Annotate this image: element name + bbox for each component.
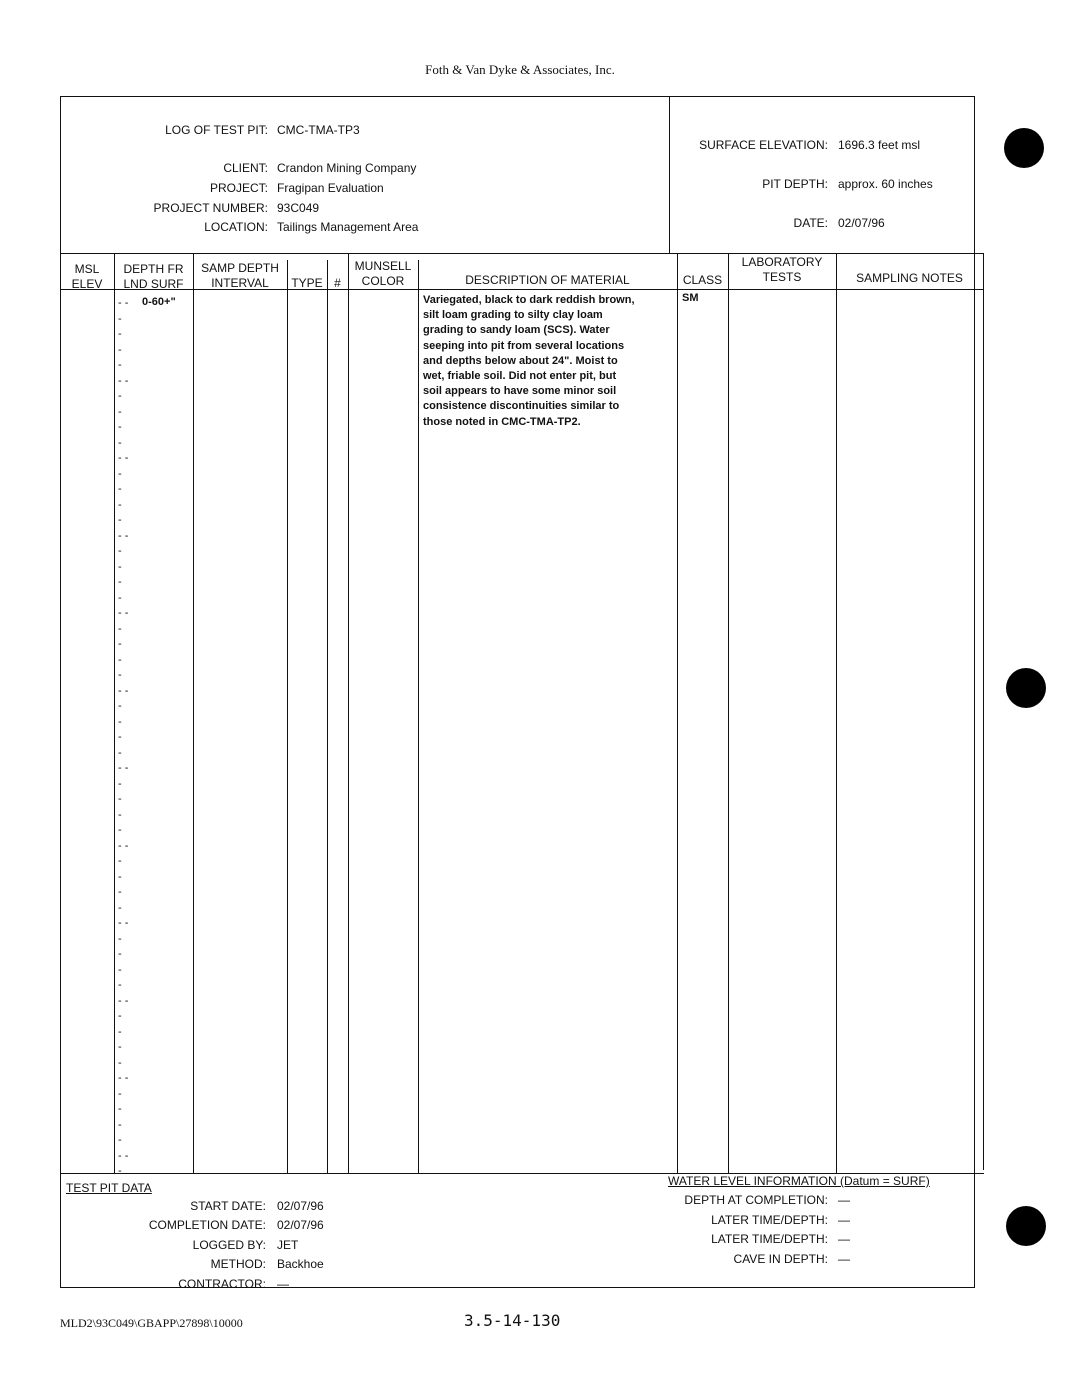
logged-by-value: JET bbox=[277, 1238, 299, 1252]
depth-tick: - bbox=[118, 808, 122, 821]
depth-tick: - bbox=[118, 421, 122, 433]
depth-tick: - bbox=[118, 979, 122, 991]
depth-tick: - bbox=[118, 1056, 122, 1069]
project-label: PROJECT: bbox=[209, 181, 268, 195]
project-value: Fragipan Evaluation bbox=[277, 181, 384, 195]
depth-tick: - bbox=[118, 638, 122, 650]
col-divider bbox=[114, 253, 115, 1173]
depth-tick: - bbox=[118, 793, 122, 805]
page-number: 3.5-14-130 bbox=[464, 1311, 561, 1330]
depth-tick: - bbox=[118, 1134, 122, 1146]
location-label: LOCATION: bbox=[204, 220, 268, 234]
col-header-class: CLASS bbox=[682, 273, 723, 287]
col-divider bbox=[728, 253, 729, 1173]
depth-tick: - bbox=[118, 731, 122, 743]
col-header-number: # bbox=[334, 276, 341, 290]
depth-tick: - - bbox=[118, 684, 129, 697]
depth-tick: - bbox=[118, 777, 122, 790]
depth-tick: - bbox=[118, 901, 122, 914]
description-line: consistence discontinuities similar to bbox=[423, 400, 620, 413]
client-label: CLIENT: bbox=[223, 161, 268, 175]
depth-tick: - bbox=[118, 560, 122, 573]
depth-at-completion-label: DEPTH AT COMPLETION: bbox=[684, 1193, 828, 1207]
surface-elevation-label: SURFACE ELEVATION: bbox=[699, 138, 828, 152]
col-divider bbox=[836, 253, 837, 1173]
water-level-title: WATER LEVEL INFORMATION (Datum = SURF) bbox=[668, 1174, 930, 1188]
soil-class: SM bbox=[682, 292, 699, 304]
depth-tick: - bbox=[118, 498, 122, 511]
table-right-edge bbox=[983, 253, 984, 1170]
depth-tick: - bbox=[118, 948, 122, 960]
depth-tick: - bbox=[118, 1087, 122, 1100]
start-date-value: 02/07/96 bbox=[277, 1199, 324, 1213]
description-line: grading to sandy loam (SCS). Water bbox=[423, 324, 610, 337]
depth-tick: - - bbox=[118, 1149, 129, 1162]
depth-tick: - bbox=[118, 467, 122, 480]
table-top-line bbox=[60, 253, 984, 254]
depth-tick: - bbox=[118, 1103, 122, 1115]
date-value: 02/07/96 bbox=[838, 216, 885, 230]
later-time-depth-label: LATER TIME/DEPTH: bbox=[711, 1213, 828, 1227]
depth-tick: - bbox=[118, 359, 122, 371]
cave-in-depth-label: CAVE IN DEPTH: bbox=[733, 1252, 828, 1266]
material-description bbox=[423, 293, 675, 430]
description-line: those noted in CMC-TMA-TP2. bbox=[423, 415, 581, 428]
col-divider bbox=[348, 253, 349, 1173]
col-divider bbox=[327, 260, 328, 1173]
col-header-type: TYPE bbox=[291, 276, 323, 290]
col-header-samp-depth: SAMP DEPTH INTERVAL bbox=[201, 261, 279, 290]
depth-tick: - - bbox=[118, 607, 129, 619]
pit-depth-label: PIT DEPTH: bbox=[762, 177, 828, 191]
depth-tick: - - bbox=[118, 917, 129, 929]
start-date-label: START DATE: bbox=[190, 1199, 266, 1213]
depth-tick: - bbox=[118, 591, 122, 604]
description-line: wet, friable soil. Did not enter pit, but bbox=[423, 370, 617, 383]
depth-tick: - - bbox=[118, 839, 129, 852]
test-pit-label: LOG OF TEST PIT: bbox=[165, 123, 268, 137]
col-header-lab-tests: LABORATORY TESTS bbox=[741, 255, 823, 284]
depth-range: 0-60+" bbox=[142, 296, 176, 308]
depth-tick: - bbox=[118, 622, 122, 635]
col-header-description: DESCRIPTION OF MATERIAL bbox=[465, 273, 630, 287]
depth-tick: - bbox=[118, 1165, 122, 1177]
surface-elevation-value: 1696.3 feet msl bbox=[838, 138, 921, 152]
depth-tick: - bbox=[118, 932, 122, 945]
col-header-sampling-notes: SAMPLING NOTES bbox=[856, 271, 963, 285]
contractor-label: CONTRACTOR: bbox=[178, 1277, 266, 1291]
depth-tick: - bbox=[118, 1010, 122, 1022]
depth-tick: - bbox=[118, 343, 122, 356]
col-divider bbox=[287, 260, 288, 1173]
depth-tick: - bbox=[118, 1118, 122, 1131]
col-header-depth: DEPTH FR LND SURF bbox=[123, 262, 184, 291]
method-label: METHOD: bbox=[210, 1257, 266, 1271]
depth-tick: - bbox=[118, 576, 122, 588]
depth-tick: - bbox=[118, 700, 122, 712]
col-header-munsell: MUNSELL COLOR bbox=[354, 259, 412, 288]
depth-tick: - bbox=[118, 390, 122, 402]
description-line: silt loam grading to silty clay loam bbox=[423, 309, 603, 322]
location-value: Tailings Management Area bbox=[277, 220, 419, 234]
col-divider bbox=[677, 253, 678, 1173]
company-name: Foth & Van Dyke & Associates, Inc. bbox=[425, 62, 615, 77]
depth-tick: - bbox=[118, 1041, 122, 1053]
depth-tick: - bbox=[118, 886, 122, 898]
depth-tick: - bbox=[118, 824, 122, 836]
depth-tick: - bbox=[118, 653, 122, 666]
method-value: Backhoe bbox=[277, 1257, 324, 1271]
pit-depth-value: approx. 60 inches bbox=[838, 177, 933, 191]
binder-hole bbox=[1006, 1206, 1046, 1246]
depth-tick: - bbox=[118, 870, 122, 883]
later-time-depth-value: — bbox=[838, 1232, 850, 1246]
description-line: seeping into pit from several locations bbox=[423, 339, 625, 352]
depth-tick: - bbox=[118, 963, 122, 976]
completion-date-value: 02/07/96 bbox=[277, 1218, 324, 1232]
header-divider bbox=[669, 96, 670, 254]
depth-tick: - - bbox=[118, 994, 129, 1007]
depth-tick: - bbox=[118, 405, 122, 418]
logged-by-label: LOGGED BY: bbox=[192, 1238, 266, 1252]
test-pit-data-title: TEST PIT DATA bbox=[66, 1181, 152, 1195]
depth-tick: - - bbox=[118, 762, 129, 774]
completion-date-label: COMPLETION DATE: bbox=[148, 1218, 266, 1232]
file-path: MLD2\93C049\GBAPP\27898\10000 bbox=[60, 1316, 243, 1330]
depth-tick: - bbox=[118, 669, 122, 681]
depth-tick: - bbox=[118, 715, 122, 728]
description-line: Variegated, black to dark reddish brown, bbox=[423, 294, 635, 306]
binder-hole bbox=[1004, 128, 1044, 168]
cave-in-depth-value: — bbox=[838, 1252, 850, 1266]
depth-tick: - bbox=[118, 436, 122, 449]
date-label: DATE: bbox=[793, 216, 828, 230]
test-pit-value: CMC-TMA-TP3 bbox=[277, 123, 360, 137]
depth-tick: - - bbox=[118, 452, 129, 464]
client-value: Crandon Mining Company bbox=[277, 161, 417, 175]
depth-tick: - - bbox=[118, 529, 129, 542]
depth-at-completion-value: — bbox=[838, 1193, 850, 1207]
depth-tick: - bbox=[118, 328, 122, 340]
project-number-label: PROJECT NUMBER: bbox=[153, 201, 268, 215]
depth-tick: - bbox=[118, 545, 122, 557]
depth-tick: - bbox=[118, 483, 122, 495]
project-number-value: 93C049 bbox=[277, 201, 320, 215]
col-divider bbox=[193, 253, 194, 1173]
depth-tick: - bbox=[118, 746, 122, 759]
depth-tick: - bbox=[118, 514, 122, 526]
binder-hole bbox=[1006, 668, 1046, 708]
contractor-value: — bbox=[277, 1277, 289, 1291]
depth-tick: - - bbox=[118, 297, 129, 309]
depth-tick: - - bbox=[118, 374, 129, 387]
description-line: and depths below about 24". Moist to bbox=[423, 354, 618, 367]
depth-tick: - bbox=[118, 312, 122, 325]
description-line: soil appears to have some minor soil bbox=[423, 385, 617, 398]
col-divider bbox=[418, 260, 419, 1173]
depth-tick: - bbox=[118, 855, 122, 867]
depth-tick: - - bbox=[118, 1072, 129, 1084]
later-time-depth-value: — bbox=[838, 1213, 850, 1227]
later-time-depth-label: LATER TIME/DEPTH: bbox=[711, 1232, 828, 1246]
col-header-msl: MSL ELEV bbox=[71, 262, 103, 291]
depth-tick: - bbox=[118, 1025, 122, 1038]
